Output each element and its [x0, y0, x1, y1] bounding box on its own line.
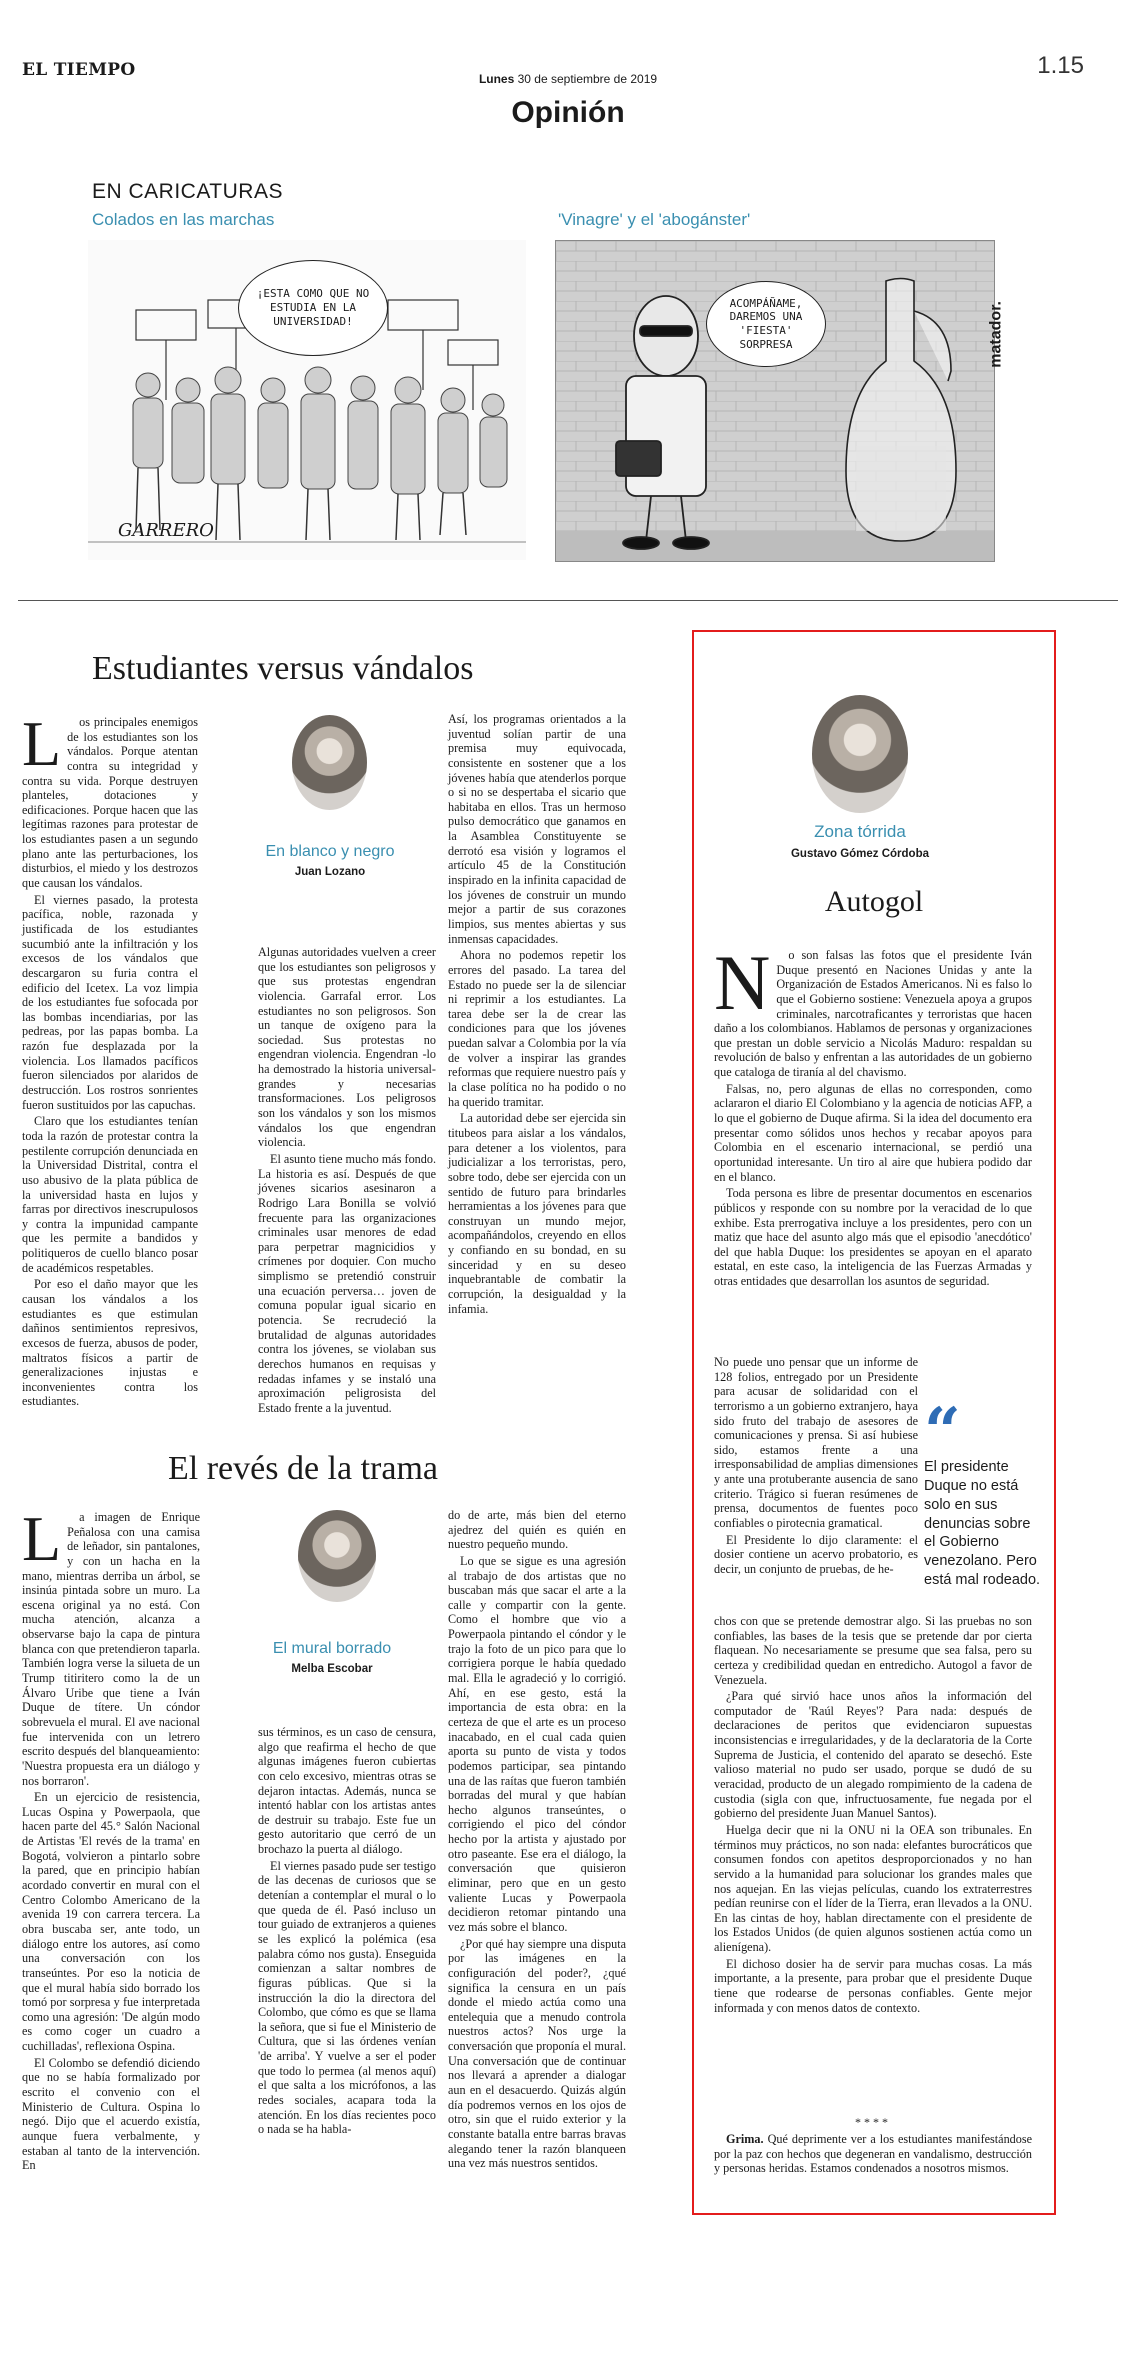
article3-bottom-text: chos con que se pretende demostrar algo. Si las pruebas no son confiables, las bases de la tesis que se pretende dar por cierta flaquean. No necesariamente se presume que sea falsa, pero su certeza y credibilidad quedan en entredicho. Autogol a favor de Venezuela. ¿Para qué sirvió hace unos años la información del computador de 'Raúl Reyes'? Para nada: después de declaraciones de peritos que evidenciaron supuestas inconsistencias e irregularidades, y de la declaratoria de la Corte Suprema de Justicia, el contenido del aparato se desechó. Este valioso material no pudo ser usado, porque se dudó de su veracidad, producto de un alegado rompimiento de la cadena de custodia (sigla con que, infructuosamente, fue negada por el gobierno del presidente Juan Manuel Santos). Huelga decir que ni la ONU ni la OEA son tribunales. En términos muy prácticos, no son nada: elefantes burocráticos que consumen fondos con apetitos desproporcionados y no han servido a la humanidad para solucionar los grandes males que nos aquejan. En las viejas películas, cuando los extraterrestres pedían reunirse con el líder de la Tierra, eran llevados a la ONU. En las cintas de hoy, hablan directamente con el presidente de los Estados Unidos (de quien algunos sostienen actúa como un alienígena). El dichoso dosier ha de servir para muchas cosas. La más importante, a la presente, para probar que el presidente Duque tiene que rodearse de personas confiables. Gente mejor informada y con menos datos de contexto. — [714, 1614, 1032, 2015]
caricature-signature-1: GARRERO — [118, 520, 214, 541]
column-name: El mural borrado — [272, 1640, 392, 1657]
caricature-title-2: 'Vinagre' y el 'abogánster' — [558, 210, 751, 229]
dropcap: L — [22, 1503, 62, 1574]
article2-column-3: do de arte, más bien del eterno ajedrez del quién es quién en nuestro pequeño mundo. Lo que se sigue es una agresión al trabajo de dos artistas que no buscaban más que sacar el arte a la calle y compartir con la gente. Como el hombre que vio a Powerpaola pintando el cóndor y le trajo la foto de un pico para que lo corrigiera porque le había quedado mal. Ella le agradeció y lo corrigió. Ahí, en ese gesto, está la importancia de esta obra: en la certeza de que el arte es un proceso inacabado, en el cual cada quien aporta su punto de vista y todos podemos participar, sea pintando una de las raítas que fueron también borradas del mural y que habían hecho algunos transeúntes, o corrigiendo el pico del cóndor hecho por la artista y ajustado por otro paseante. Ese era el diálogo, la conversación que quisieron eliminar, pero que en un gesto valiente Lucas y Powerpaola decidieron retomar pintando una vez más sobre el blanco. ¿Por qué hay siempre una disputa por las imágenes en la configuración del poder?, ¿qué significa la censura en un país donde el miedo actúa como una entelequia que a menudo controla nuestros actos? Nos urge la conversación que proponía el mural. Una conversación que de continuar nos llevará a aprender a dialogar aun en el desacuerdo. Quizás algún día podremos vernos en los ojos de otro, sin que el ruido exterior y la constante batalla entre barras bravas alegando tener la razón blanqueen una vez más nuestros sentidos. — [448, 1508, 626, 2171]
article1-column-2: Algunas autoridades vuelven a creer que los estudiantes son peligrosos y que sus protestas engendran violencia. Garrafal error. Los estudiantes no son peligrosos. Son un tanque de oxígeno para la sociedad. Sus protestas no engendran violencia. Engendran -lo ha demostrado la historia universal- grandes y necesarias transformaciones. Los peligrosos son los vándalos y son los mismos vándalos los que engendran violencia. El asunto tiene mucho más fondo. La historia es así. Después de que jóvenes sicarios asesinaron a Rodrigo Lara Bonilla se volvió frecuente para las organizaciones criminales usar menores de edad para perpetrar magnicidios y crímenes por doquier. Con mucho simplismo se pretendió construir una ecuación perversa… joven de comuna popular igual sicario en potencia. Se recrudeció la brutalidad de algunas autoridades contra los jóvenes, se violaban sus derechos humanos en requisas y redadas infames y se instaló una aproximación peligrosista del Estado frente a la juventud. — [258, 945, 436, 1415]
article-title-reves-trama: El revés de la trama — [168, 1450, 438, 1487]
newspaper-logo: EL TIEMPO — [22, 60, 136, 80]
section-divider — [18, 600, 1118, 601]
article1-column-1: L os principales enemigos de los estudiantes son los vándalos. Porque atentan contra su integridad y contra su vida. Porque destruyen planteles, dotaciones y edificaciones. Porque hacen que las legítimas razones para protestar de los estudiantes pasen a un segundo plano ante las perturbaciones, los disturbios, el miedo y los destrozos que causan los vándalos. El viernes pasado, la protesta pacífica, noble, razonada y justificada de los estudiantes sucumbió ante la infiltración y los excesos de los vándalos que descargaron su furia contra el edificio del Icetex. La voz limpia de los estudiantes fue sofocada por las bombas incendiarias, por las pedreas, por las papas bomba. La razón fue desplazada por la violencia. Los llamados pacíficos fueron silenciados por alaridos de destrucción. Los rostros sonrientes fueron sustituidos por las capuchas. Claro que los estudiantes tenían toda la razón de protestar contra la pestilente corrupción denunciada en la Universidad Distrital, contra el uso abusivo de la plata pública de la universidad hasta en lujos y farras por directivos inescrupulosos y contra la impunidad campante que les permite a bandidos y politiqueros de cuello blanco posar de académicos respetables. Por eso el daño mayor que les causan los vándalos a los estudiantes es que estimulan dañinos sentimientos represivos, excesos de fuerza, abusos de poder, maltratos físicos a partir de generalizaciones injustas e inconvenientes contra los estudiantes. — [22, 708, 198, 1409]
section-title: Opinión — [511, 96, 625, 129]
caricature-speech-bubble-2: ACOMPÁÑAME, DAREMOS UNA 'FIESTA' SORPRESA — [706, 281, 826, 367]
column-author: Melba Escobar — [291, 1663, 373, 1675]
column-author: Juan Lozano — [294, 866, 366, 878]
page-number: 1.15 — [1037, 52, 1084, 79]
column-author: Gustavo Gómez Córdoba — [790, 848, 930, 860]
author-portrait-gustavo-gomez — [812, 695, 908, 813]
caricature-speech-bubble-1: ¡ESTA COMO QUE NO ESTUDIA EN LA UNIVERSIDAD! — [238, 260, 388, 356]
article2-column-1: L a imagen de Enrique Peñalosa con una camisa de leñador, sin pantalones, y con un hacha en la mano, mientras derriba un árbol, se insinúa pintada sobre un muro. La escena original ya no está. Con mucha atención, alcanza a observarse bajo la capa de pintura blanca con que pretendieron taparla. También logra verse la silueta de un Trump titiritero como la de un Álvaro Uribe que tiene a Iván Duque de títere. Un cóndor sobrevuela el mural. El ave nacional fue intervenida con un letrero escrito después del blanqueamiento: 'Nuestra propuesta era un diálogo y nos borraron'. En un ejercicio de resistencia, Lucas Ospina y Powerpaola, que hacen parte del 45.° Salón Nacional de Artistas 'El revés de la trama' en Bogotá, volvieron a pintarlo sobre la pared, que en principio habían acordado convertir en mural con el Centro Colombo Americano de la avenida 19 con carrera tercera. La obra buscaba ser, ante todo, un diálogo entre los autores, así como una conversación con los transeúntes. Por eso la noticia de que el mural había sido borrado los tomó por sorpresa y fue interpretada como una agresión: 'De algún modo es como coger un cuadro a cuchilladas', reflexiona Ospina. El Colombo se defendió diciendo que no se había formalizado por escrito el convenio con el Ministerio de Cultura. Ospina lo negó. Dijo que el acuerdo existía, aunque fuera verbalmente, y estaban al tanto de la intervención. En — [22, 1503, 200, 2173]
article3-narrow-column: No puede uno pensar que un informe de 128 folios, entregado por un Presidente para acusar de solidaridad con el terrorismo a un gobierno extranjero, haya sido fruto del trabajo de asesores de comunicaciones y prensa. Si así hubiese sido, estamos frente a una irresponsabilidad de amplias dimensiones y ante una protuberante ausencia de sano criterio. Trágico si fueran resúmenes de prensa, documentos de fuentes poco confiables o pirotecnia gramatical. El Presidente lo dijo claramente: el dosier contiene un acervo probatorio, es decir, un conjunto de pruebas, de he- — [714, 1355, 918, 1576]
section-separator-stars: **** — [855, 2115, 891, 2129]
pull-quote: El presidente Duque no está solo en sus denuncias sobre el Gobierno venezolano. Pero está mal rodeado. — [924, 1459, 1041, 1589]
author-portrait-melba-escobar — [298, 1510, 376, 1602]
closing-text: Qué deprimente ver a los estudiantes manifestándose por la paz con hechos que degeneran en vandalismo, destrucción y personas heridas. Estamos condenados a nosotros mismos. — [714, 2132, 1033, 2176]
edition-date: Lunes 30 de septiembre de 2019 — [478, 72, 658, 86]
quote-icon: “ — [924, 1394, 961, 1469]
caricature-title-1: Colados en las marchas — [92, 210, 275, 229]
article2-column-2: sus términos, es un caso de censura, algo que reafirma el hecho de que algunas imágenes fueron cubiertas con celo excesivo, mientras otras se dejaron intactas. Además, nunca se intentó hablar con los artistas antes de destruir su trabajo. Este fue un gesto autoritario que cerró de un brochazo la puerta al diálogo. El viernes pasado pude ser testigo de las decenas de curiosos que se detenían a contemplar el mural o lo que queda de él. Pasó incluso un tour guiado de extranjeros a quienes se les explicó la polémica (esa palabra cómo nos gusta). Enseguida comienzan a saltar nombres de figuras públicas. Que si la instrucción la dio la directora del Colombo, que cómo es que se llama la señora, que si fue el Ministerio de Cultura, que si las órdenes venían 'de arriba'. Y vuelve a ser el poder que todo lo permea (al menos aquí) el que salta a los micrófonos, a las redes sociales, acapara toda la atención. En los días recientes poco o nada se ha habla- — [258, 1725, 436, 2137]
article-title-estudiantes: Estudiantes versus vándalos — [92, 650, 474, 687]
author-portrait-juan-lozano — [292, 715, 367, 810]
closing-label: Grima. — [726, 2132, 764, 2146]
article1-column-3: Así, los programas orientados a la juventud solían partir de una premisa muy equivocada, consistente en sostener que a los jóvenes había que atenderlos porque o si no se despertaba el sicario que habitaba en ellos. Tras un hermoso pulso democrático que ganamos en la Asamblea Constituyente se derrotó esa visión y logramos el artículo 45 de la Constitución inspirado en la infinita capacidad de los jóvenes de construir un mundo mejor a partir de sus corazones limpios, sus mentes abiertas y sus inmensas capacidades. Ahora no podemos repetir los errores del pasado. La tarea del Estado no puede ser la de silenciar ni reprimir a los estudiantes. La tarea debe ser la de crear las condiciones para que los jóvenes puedan salvar a Colombia por la vía de volver a inspirar las grandes reformas que requiere nuestro país y la clase política no ha podido o no ha querido tramitar. La autoridad debe ser ejercida sin titubeos para aislar a los vándalos, para detener a los violentos, para judicializar a los terroristas, pero, sobre todo, debe ser ejercida con un sentido de futuro para brindarles herramientas a los jóvenes para que construyan un mundo mejor, acompañándolos, creyendo en ellos y confiando en su bondad, en su sinceridad y en su deseo inquebrantable de combatir la corrupción, la desigualdad y la infamia. — [448, 712, 626, 1316]
column-name: Zona tórrida — [814, 822, 906, 841]
dropcap: L — [22, 708, 62, 779]
column-name: En blanco y negro — [265, 843, 395, 860]
caricatures-heading: EN CARICATURAS — [92, 180, 283, 203]
caricature-students-march — [88, 240, 526, 560]
caricature-vinagre-abogangster — [555, 240, 1005, 562]
article-title-autogol: Autogol — [824, 885, 924, 918]
article3-closing-note — [714, 2132, 1032, 2192]
caricature-signature-2: matador. — [988, 301, 1005, 368]
dropcap: N — [714, 939, 771, 1026]
article3-top-text: N o son falsas las fotos que el presidente Iván Duque presentó en Naciones Unidas y ante la Organización de Estados Americanos. Ni es falso lo que el Gobierno sostiene: Venezuela apoya a grupos criminales, narcotraficantes y terroristas que hacen daño a los colombianos. Hablamos de personas y organizaciones que prestan un doble servicio a Nicolás Maduro: respaldan su revolución de balso y enfrentan a las autoridades de un gobierno que cataloga de tiranía al del chavismo. Falsas, no, pero algunas de ellas no corresponden, como aclararon el diario El Colombiano y la agencia de noticias AFP, a lo que el gobierno de Duque afirma. Si la idea del documento era presentar como sólidos unos hechos y recabar apoyos para Colombia en el escenario internacional, se perdió una oportunidad interesante. Un tiro al aire que hubiera podido dar en el blanco. Toda persona es libre de presentar documentos en escenarios públicos y responde con su nombre por la veracidad de lo que exhibe. Esta prerrogativa incluye a los presidentes, pero con un matiz que hace del asunto algo más que el episodio 'anecdótico' del que habla Duque: los presidentes se apoyan en el aparato estatal, en este caso, la inteligencia de las Fuerzas Armadas y otras entidades que desarrollan los asuntos de seguridad. — [714, 939, 1032, 1289]
